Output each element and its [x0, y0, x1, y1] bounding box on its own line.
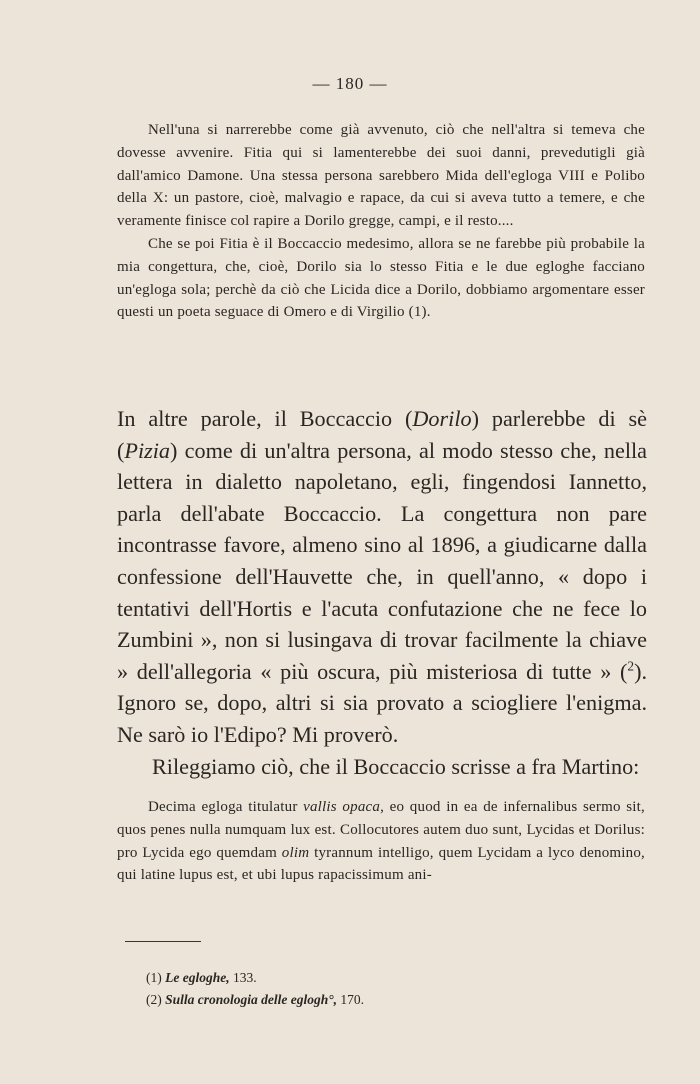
para1-text-c: ) come di un'altra persona, al modo stesso che, nella lettera in dialetto napoletano, egli, fingendosi Iannetto, parla dell'abate Boccaccio. La congettura non pare incontrasse favore, almeno sino al 1896, a giudicarne dalla confessione dell'Hauvette che, in quell'anno, « dopo i tentativi dell'Hortis e l'acuta confutazione che ne fece lo Zumbini », non si lusingava di trovar facilmente la chiave » dell'allegoria « più oscura, più misteriosa di tutte » (: [117, 437, 647, 684]
footnote-1: [146, 967, 566, 989]
footnote-ref-2: 2: [627, 658, 635, 674]
footnote-1-title: Le egloghe,: [165, 970, 230, 985]
quote2-text-b: eo quod in ea de infernalibus sermo sit, quos penes nulla numquam lux est. Collocutores autem duo sunt, Lycidas et Dorilus: pro Lycida ego quemdam: [117, 799, 645, 861]
para1-text-b: ) parlerebbe di sè (: [117, 406, 647, 463]
footnotes: [146, 967, 566, 1011]
quote1-paragraph-1: Nell'una si narrerebbe come già avvenuto, ciò che nell'altra si temeva che dovesse avvenire. Fitia qui si lamenterebbe dei suoi danni, prevedutigli già dall'amico Damone. Una stessa persona sarebbero Mida dell'egloga VIII e Polibo della X: un pastore, cioè, malvagio e rapace, da cui si aveva tutto a temere, e che veramente finisce col rapire a Dorilo gregge, campi, e il resto....: [117, 122, 645, 230]
main-paragraph-2: Rileggiamo ciò, che il Boccaccio scrisse a fra Martino:: [152, 753, 640, 779]
main-paragraph-1: [117, 403, 647, 751]
footnote-1-page: 133.: [229, 970, 257, 985]
quote2-text-c: tyrannum intelligo, quem Lycidam a lyco denomino, qui latine lupus est, et ubi lupus rapacissimum ani-: [117, 844, 645, 884]
main-text: [117, 403, 647, 782]
footnote-ref-1: (1).: [408, 304, 431, 321]
quote2-italic-b: olim: [281, 844, 310, 861]
block-quote-1: [117, 119, 645, 324]
para1-text-d: ). Ignoro se, dopo, altri si sia provato a sciogliere l'enigma. Ne sarò io l'Edipo? Mi proverò.: [117, 658, 647, 747]
quote2-italic-a: vallis opaca,: [303, 799, 385, 815]
quote1-paragraph-2: [117, 233, 645, 324]
para1-italic-pizia: Pizia: [124, 437, 171, 463]
footnote-2-mark: (2): [146, 992, 162, 1007]
footnote-2-page: 170.: [337, 992, 365, 1007]
para1-italic-dorilo: Dorilo: [412, 406, 472, 431]
footnote-1-mark: (1): [146, 970, 162, 985]
page-number: — 180 —: [312, 74, 388, 93]
quote2-paragraph: [117, 796, 645, 887]
block-quote-2: [117, 796, 645, 887]
footnote-2: [146, 989, 566, 1011]
footnote-2-title: Sulla cronologia delle eglogh°,: [165, 992, 338, 1007]
quote1-paragraph-2-text: Che se poi Fitia è il Boccaccio medesimo, allora se ne farebbe più probabile la mia congettura, che, cioè, Dorilo sia lo stesso Fitia e le due egloghe facciano un'egloga sola; perchè da ciò che Licida dice a Dorilo, dobbiamo argomentare esser questi un poeta seguace di Omero e di Virgilio: [117, 235, 645, 321]
para1-text-a: In altre parole, il Boccaccio (: [117, 406, 413, 431]
footnote-divider: [125, 941, 201, 942]
quote2-text-a: Decima egloga titulatur: [148, 799, 304, 815]
